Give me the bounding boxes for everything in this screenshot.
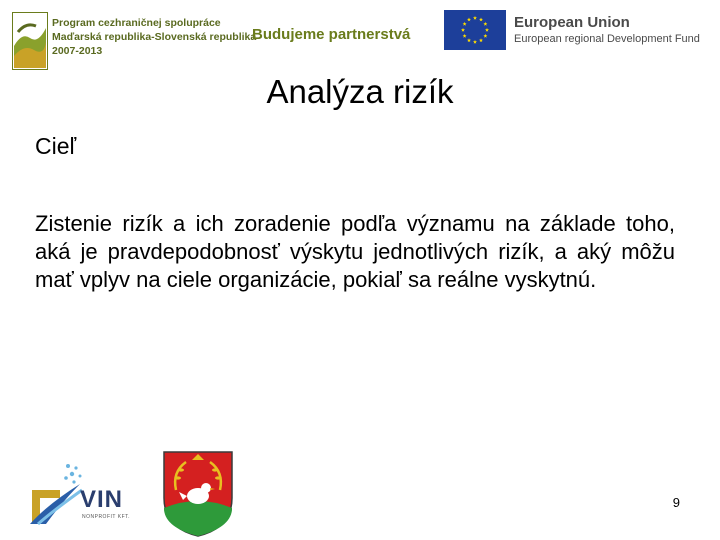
slogan: Budujeme partnerstvá — [252, 26, 411, 43]
program-title — [52, 16, 256, 58]
program-line: Program cezhraničnej spolupráce — [52, 17, 221, 29]
eu-flag-icon — [444, 10, 506, 50]
slide-subtitle: Cieľ — [35, 133, 77, 159]
coat-of-arms-icon — [162, 450, 234, 538]
vin-logo — [24, 460, 146, 532]
vin-logo-text: VIN — [80, 486, 124, 513]
hills-logo-icon — [12, 12, 48, 70]
program-line: Maďarská republika-Slovenská republika — [52, 31, 257, 43]
program-logo — [10, 2, 257, 72]
slide-title: Analýza rizík — [266, 73, 454, 110]
page-number: 9 — [672, 495, 680, 510]
program-line: 2007-2013 — [52, 45, 103, 57]
eu-label — [514, 14, 700, 46]
eu-fund: European regional Development Fund — [514, 33, 700, 45]
eu-name: European Union — [514, 14, 630, 31]
slide-body: Zistenie rizík a ich zoradenie podľa významu na základe toho, aká je pravdepodobnosť výskytu jednotlivých rizík, a aký môžu mať vplyv na ciele organizácie, pokiaľ sa reálne vyskytnú. — [35, 211, 675, 292]
vin-logo-subtext: NONPROFIT KFT. — [82, 514, 131, 520]
